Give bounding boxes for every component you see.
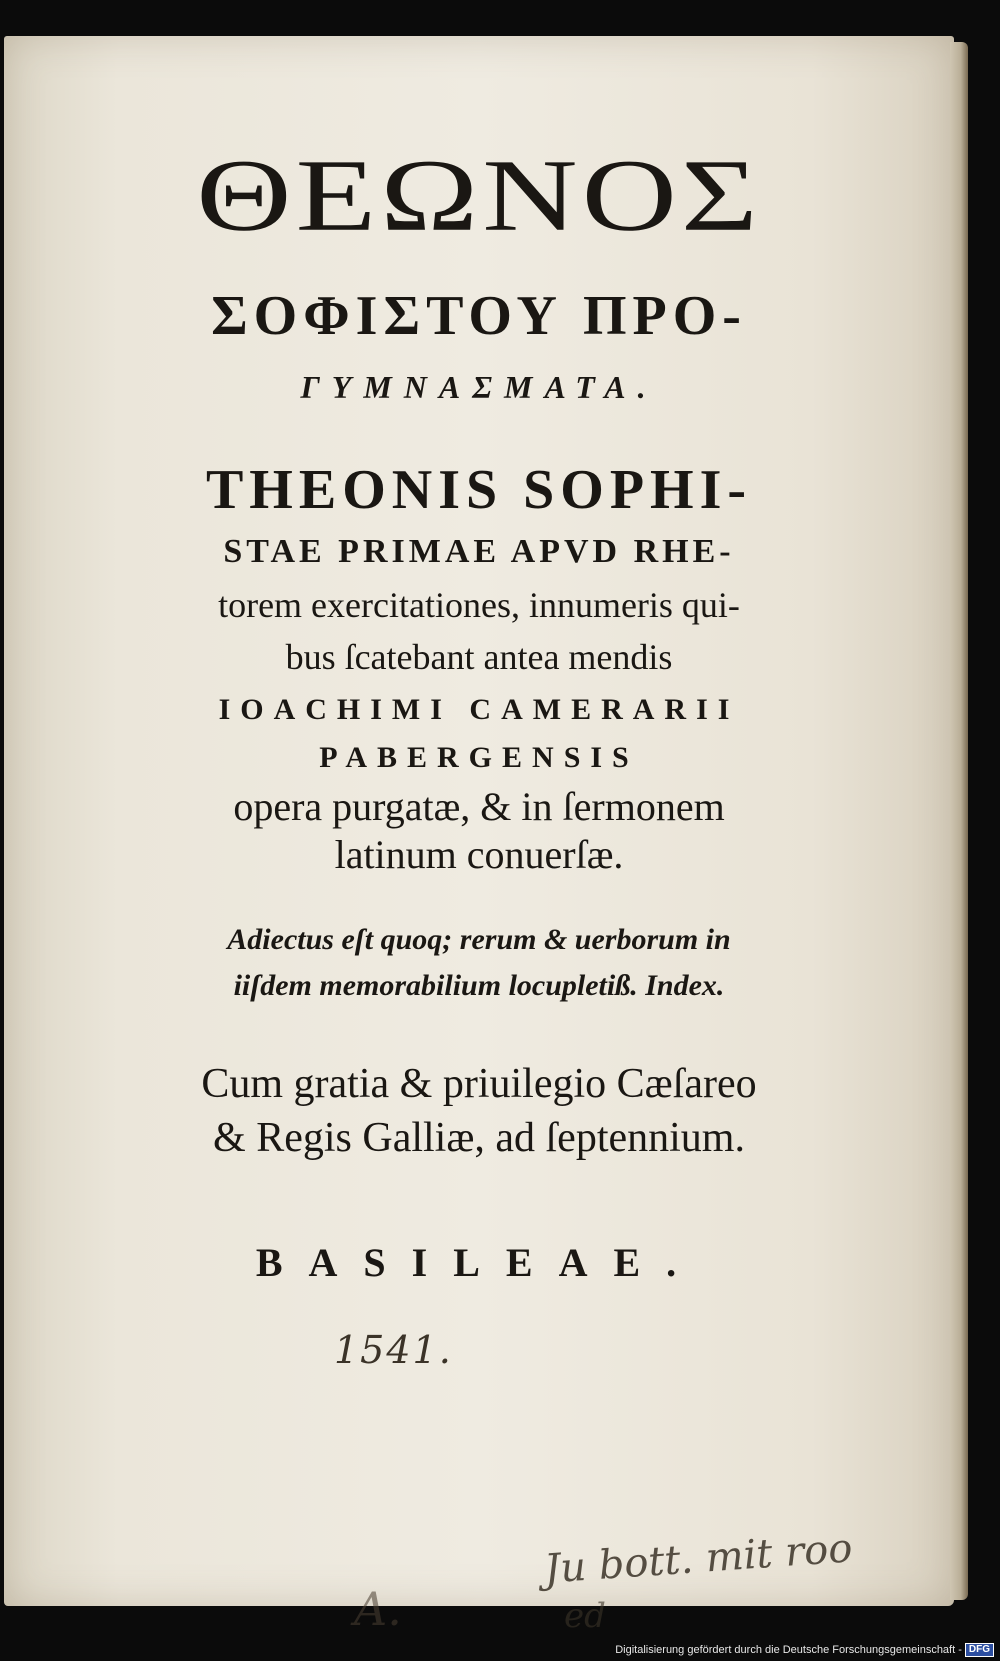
latin-title-line-8: latinum conuerſæ. [334,832,624,877]
latin-title-line-3: torem exercitationes, innumeris qui- [218,585,740,625]
imprint-place: BASILEAE. [255,1240,703,1285]
digitization-credit [615,1643,994,1657]
dfg-logo: DFG [965,1643,994,1657]
latin-title-line-2: STAE PRIMAE APVD RHE- [223,533,735,570]
latin-title-line-4: bus ſcatebant antea mendis [285,637,673,677]
latin-title-line-1: THEONIS SOPHI- [205,459,753,521]
author-name: IOACHIMI CAMERARII [218,693,740,726]
greek-subtitle-line-2: ΓΥΜΝΑΣΜΑΤΑ. [300,369,658,405]
credit-text: Digitalisierung gefördert durch die Deutsche Forschungsgemeinschaft - [615,1644,962,1656]
handwritten-note: Ju bott. mit roo [542,1525,854,1593]
handwritten-year: 1541. [334,1328,453,1372]
index-note-line-1: Adiectus eſt quoq; rerum & uerborum in [227,923,731,956]
book-page [4,36,954,1636]
handwritten-shelfmark: A. [354,1582,402,1636]
greek-subtitle-line-1: ΣΟΦΙΣΤΟΥ ΠΡΟ- [211,285,747,347]
latin-title-line-7: opera purgatæ, & in ſermonem [233,784,725,829]
handwritten-initials: ed [564,1596,606,1636]
author-origin: PABERGENSIS [319,741,639,774]
privilege-line-2: & Regis Galliæ, ad ſeptennium. [213,1115,745,1161]
greek-title: ΘΕΩΝΟΣ [196,137,762,253]
index-note-line-2: iiſdem memorabilium locupletiß. Index. [233,969,725,1002]
privilege-line-1: Cum gratia & priuilegio Cæſareo [201,1061,757,1107]
